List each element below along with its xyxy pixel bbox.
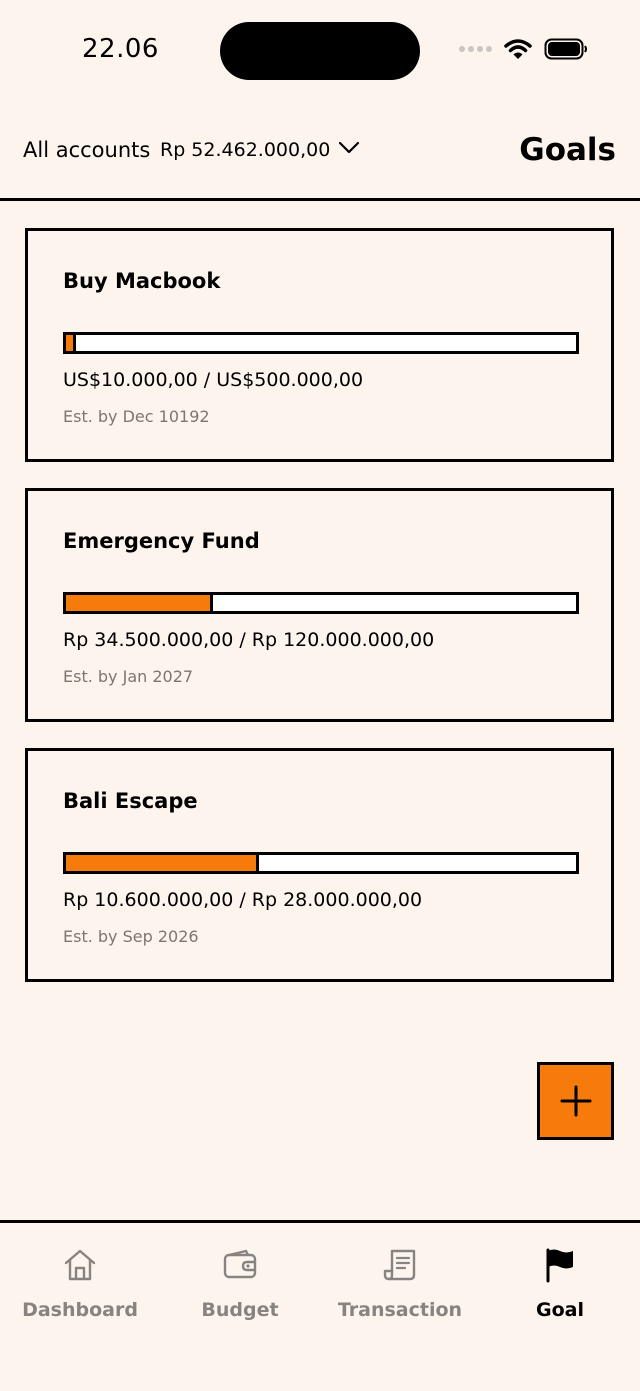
goal-name: Buy Macbook (63, 269, 221, 293)
goal-progress-fill (66, 335, 76, 351)
flag-icon (542, 1247, 578, 1283)
goal-estimate: Est. by Dec 10192 (63, 407, 210, 426)
battery-icon (544, 38, 588, 60)
goal-progress-fill (66, 855, 259, 871)
add-goal-button[interactable] (537, 1062, 614, 1140)
plus-icon (559, 1084, 593, 1118)
page-title: Goals (519, 132, 616, 168)
nav-label: Transaction (337, 1299, 463, 1321)
nav-item-goal[interactable] (480, 1245, 640, 1335)
chevron-down-icon[interactable] (338, 140, 360, 156)
goal-estimate: Est. by Jan 2027 (63, 667, 194, 686)
nav-item-dashboard[interactable] (0, 1245, 160, 1335)
status-icons (459, 38, 588, 60)
nav-item-transaction[interactable] (320, 1245, 480, 1335)
goal-estimate: Est. by Sep 2026 (63, 927, 199, 946)
goal-progress-bar (63, 852, 579, 874)
goal-card[interactable] (25, 488, 614, 722)
account-balance[interactable]: Rp 52.462.000,00 (160, 139, 331, 161)
nav-label: Dashboard (22, 1299, 138, 1321)
header (0, 118, 640, 201)
signal-dots-icon (459, 46, 492, 52)
wifi-icon (504, 38, 532, 60)
goal-amount: US$10.000,00 / US$500.000,00 (63, 369, 364, 391)
goal-card[interactable] (25, 748, 614, 982)
goal-progress-bar (63, 332, 579, 354)
dynamic-island (220, 22, 420, 80)
status-time: 22.06 (82, 34, 159, 64)
goal-progress-fill (66, 595, 213, 611)
bottom-nav (0, 1220, 640, 1391)
goal-progress-bar (63, 592, 579, 614)
goal-amount: Rp 34.500.000,00 / Rp 120.000.000,00 (63, 629, 435, 651)
goal-name: Bali Escape (63, 789, 198, 813)
home-icon (62, 1247, 98, 1283)
nav-label: Goal (536, 1299, 584, 1321)
account-selector-label[interactable]: All accounts (23, 138, 151, 162)
receipt-icon (382, 1247, 418, 1283)
nav-item-budget[interactable] (160, 1245, 320, 1335)
goal-card[interactable] (25, 228, 614, 462)
nav-label: Budget (201, 1299, 279, 1321)
wallet-icon (222, 1247, 258, 1283)
goal-name: Emergency Fund (63, 529, 260, 553)
goal-amount: Rp 10.600.000,00 / Rp 28.000.000,00 (63, 889, 423, 911)
